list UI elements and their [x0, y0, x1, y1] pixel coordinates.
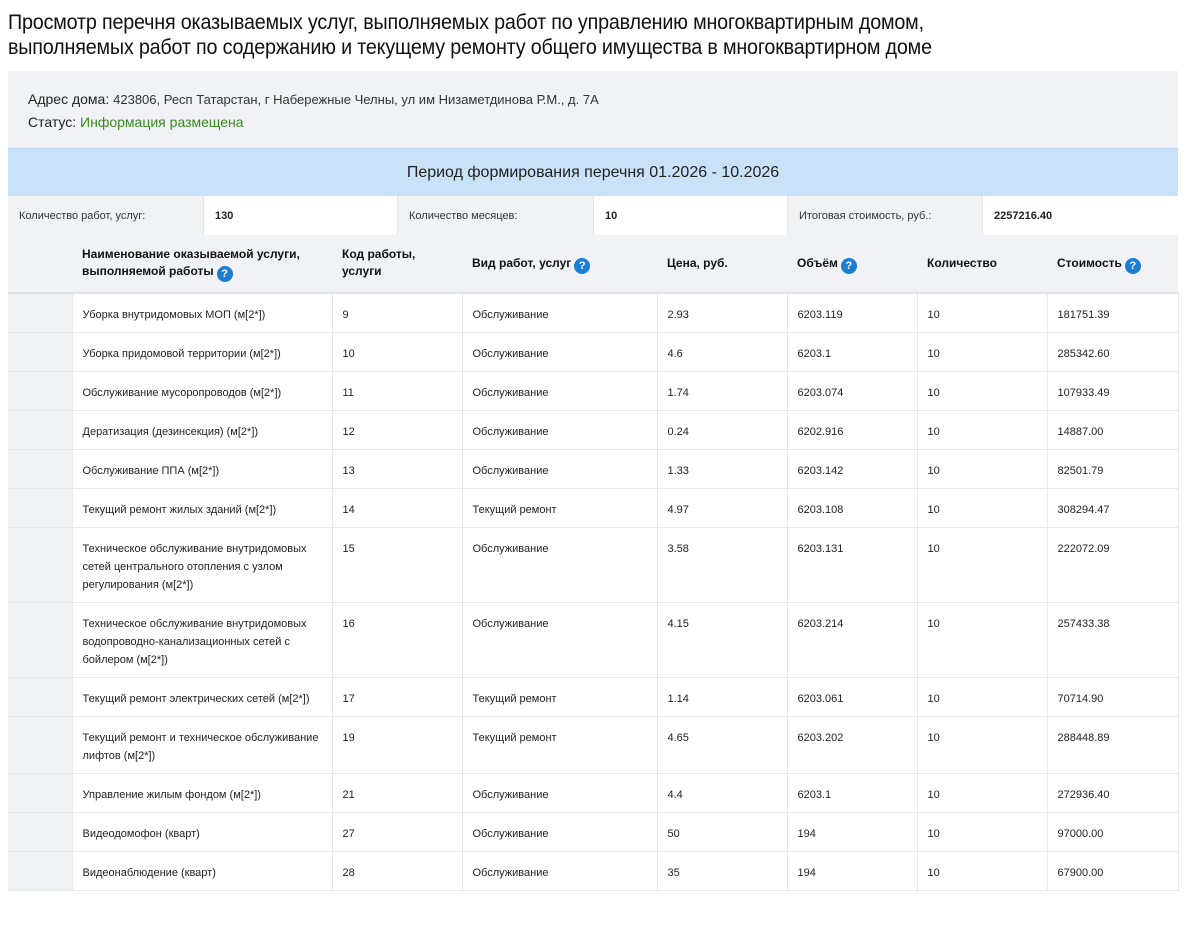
cell-cost: 272936.40: [1047, 774, 1178, 813]
cell-code: 28: [332, 852, 462, 891]
cell-cost: 308294.47: [1047, 489, 1178, 528]
cell-code: 10: [332, 333, 462, 372]
cell-price: 4.65: [657, 717, 787, 774]
cell-cost: 222072.09: [1047, 528, 1178, 603]
cell-code: 21: [332, 774, 462, 813]
cell-price: 4.15: [657, 603, 787, 678]
cell-price: 1.33: [657, 450, 787, 489]
header-code: Код работы, услуги: [332, 235, 462, 293]
row-gutter: [8, 293, 72, 333]
cell-name: Дератизация (дезинсекция) (м[2*]): [72, 411, 332, 450]
cell-code: 13: [332, 450, 462, 489]
cell-cost: 285342.60: [1047, 333, 1178, 372]
header-gutter: [8, 235, 72, 293]
cell-code: 16: [332, 603, 462, 678]
cell-type: Текущий ремонт: [462, 489, 657, 528]
cell-quantity: 10: [917, 852, 1047, 891]
help-icon[interactable]: ?: [217, 266, 233, 282]
table-header-row: [8, 235, 1178, 293]
cell-code: 14: [332, 489, 462, 528]
cell-type: Обслуживание: [462, 293, 657, 333]
summary-bar: [8, 196, 1178, 235]
cell-volume: 6203.1: [787, 774, 917, 813]
cell-type: Обслуживание: [462, 450, 657, 489]
cell-name: Техническое обслуживание внутридомовых водопроводно-канализационных сетей с бойлером (м[2*]): [72, 603, 332, 678]
cell-price: 4.4: [657, 774, 787, 813]
row-gutter: [8, 678, 72, 717]
row-gutter: [8, 450, 72, 489]
cell-code: 11: [332, 372, 462, 411]
row-gutter: [8, 489, 72, 528]
row-gutter: [8, 852, 72, 891]
header-volume-label: Объём: [797, 256, 838, 270]
header-cost-label: Стоимость: [1057, 256, 1122, 270]
page-title-line-2: выполняемых работ по содержанию и текущему ремонту общего имущества в многоквартирном доме: [8, 36, 932, 59]
cell-volume: 6203.214: [787, 603, 917, 678]
cell-code: 12: [332, 411, 462, 450]
cell-quantity: 10: [917, 450, 1047, 489]
cell-quantity: 10: [917, 372, 1047, 411]
cell-code: 19: [332, 717, 462, 774]
cell-type: Обслуживание: [462, 411, 657, 450]
total-cost-value: 2257216.40: [983, 196, 1178, 235]
cell-volume: 6203.1: [787, 333, 917, 372]
row-gutter: [8, 528, 72, 603]
cell-code: 15: [332, 528, 462, 603]
works-count-value: 130: [204, 196, 398, 235]
status-row: [28, 114, 244, 130]
header-price: Цена, руб.: [657, 235, 787, 293]
cell-price: 1.74: [657, 372, 787, 411]
header-type-label: Вид работ, услуг: [472, 256, 572, 270]
cell-price: 35: [657, 852, 787, 891]
table-row: [8, 678, 1178, 717]
cell-price: 3.58: [657, 528, 787, 603]
table-row: [8, 372, 1178, 411]
cell-volume: 6203.202: [787, 717, 917, 774]
cell-name: Текущий ремонт жилых зданий (м[2*]): [72, 489, 332, 528]
table-row: [8, 528, 1178, 603]
cell-cost: 67900.00: [1047, 852, 1178, 891]
address-value: 423806, Респ Татарстан, г Набережные Челны, ул им Низаметдинова Р.М., д. 7А: [113, 92, 599, 107]
cell-name: Техническое обслуживание внутридомовых сетей центрального отопления с узлом регулирования (м[2*]): [72, 528, 332, 603]
cell-quantity: 10: [917, 678, 1047, 717]
row-gutter: [8, 372, 72, 411]
cell-name: Видеонаблюдение (кварт): [72, 852, 332, 891]
cell-volume: 6202.916: [787, 411, 917, 450]
cell-cost: 97000.00: [1047, 813, 1178, 852]
cell-type: Обслуживание: [462, 852, 657, 891]
table-row: [8, 813, 1178, 852]
cell-quantity: 10: [917, 489, 1047, 528]
table-row: [8, 333, 1178, 372]
cell-price: 50: [657, 813, 787, 852]
works-table: [8, 235, 1179, 891]
cell-quantity: 10: [917, 333, 1047, 372]
table-row: [8, 293, 1178, 333]
cell-name: Управление жилым фондом (м[2*]): [72, 774, 332, 813]
cell-volume: 6203.131: [787, 528, 917, 603]
row-gutter: [8, 813, 72, 852]
period-header: Период формирования перечня 01.2026 - 10.2026: [8, 148, 1178, 196]
cell-price: 1.14: [657, 678, 787, 717]
months-value: 10: [594, 196, 788, 235]
cell-type: Обслуживание: [462, 774, 657, 813]
status-label: Статус:: [28, 114, 77, 130]
status-value: Информация размещена: [80, 114, 244, 130]
cell-quantity: 10: [917, 411, 1047, 450]
row-gutter: [8, 333, 72, 372]
cell-quantity: 10: [917, 603, 1047, 678]
cell-code: 9: [332, 293, 462, 333]
cell-cost: 181751.39: [1047, 293, 1178, 333]
header-cost: [1047, 235, 1178, 293]
cell-volume: 6203.061: [787, 678, 917, 717]
table-row: [8, 852, 1178, 891]
cell-volume: 194: [787, 852, 917, 891]
address-label: Адрес дома:: [28, 91, 110, 107]
help-icon[interactable]: ?: [841, 258, 857, 274]
cell-type: Обслуживание: [462, 813, 657, 852]
row-gutter: [8, 603, 72, 678]
cell-name: Видеодомофон (кварт): [72, 813, 332, 852]
header-type: [462, 235, 657, 293]
works-count-label: Количество работ, услуг:: [8, 196, 204, 235]
table-row: [8, 603, 1178, 678]
cell-cost: 82501.79: [1047, 450, 1178, 489]
cell-code: 27: [332, 813, 462, 852]
header-name-label: Наименование оказываемой услуги, выполняемой работы: [82, 247, 300, 278]
cell-price: 2.93: [657, 293, 787, 333]
row-gutter: [8, 411, 72, 450]
header-quantity: Количество: [917, 235, 1047, 293]
help-icon[interactable]: ?: [574, 258, 590, 274]
row-gutter: [8, 774, 72, 813]
table-row: [8, 717, 1178, 774]
months-label: Количество месяцев:: [398, 196, 594, 235]
cell-price: 4.6: [657, 333, 787, 372]
address-row: [28, 91, 599, 107]
cell-type: Обслуживание: [462, 333, 657, 372]
cell-name: Уборка внутридомовых МОП (м[2*]): [72, 293, 332, 333]
cell-name: Уборка придомовой территории (м[2*]): [72, 333, 332, 372]
cell-volume: 6203.074: [787, 372, 917, 411]
cell-code: 17: [332, 678, 462, 717]
cell-cost: 14887.00: [1047, 411, 1178, 450]
cell-volume: 6203.108: [787, 489, 917, 528]
cell-cost: 70714.90: [1047, 678, 1178, 717]
cell-name: Обслуживание ППА (м[2*]): [72, 450, 332, 489]
cell-quantity: 10: [917, 293, 1047, 333]
cell-name: Обслуживание мусоропроводов (м[2*]): [72, 372, 332, 411]
cell-type: Обслуживание: [462, 372, 657, 411]
table-row: [8, 450, 1178, 489]
cell-quantity: 10: [917, 813, 1047, 852]
page-title-line-1: Просмотр перечня оказываемых услуг, выполняемых работ по управлению многоквартирным домом,: [8, 11, 924, 34]
cell-type: Обслуживание: [462, 603, 657, 678]
cell-volume: 6203.142: [787, 450, 917, 489]
cell-cost: 257433.38: [1047, 603, 1178, 678]
cell-price: 0.24: [657, 411, 787, 450]
cell-quantity: 10: [917, 774, 1047, 813]
page-title: [8, 10, 1108, 60]
cell-name: Текущий ремонт электрических сетей (м[2*]): [72, 678, 332, 717]
cell-quantity: 10: [917, 528, 1047, 603]
total-cost-label: Итоговая стоимость, руб.:: [788, 196, 983, 235]
cell-volume: 6203.119: [787, 293, 917, 333]
cell-type: Обслуживание: [462, 528, 657, 603]
cell-volume: 194: [787, 813, 917, 852]
help-icon[interactable]: ?: [1125, 258, 1141, 274]
header-name: [72, 235, 332, 293]
table-row: [8, 774, 1178, 813]
cell-name: Текущий ремонт и техническое обслуживание лифтов (м[2*]): [72, 717, 332, 774]
cell-type: Текущий ремонт: [462, 717, 657, 774]
header-volume: [787, 235, 917, 293]
table-body: [8, 293, 1178, 891]
cell-price: 4.97: [657, 489, 787, 528]
table-row: [8, 411, 1178, 450]
cell-type: Текущий ремонт: [462, 678, 657, 717]
house-info-panel: [8, 71, 1178, 148]
table-row: [8, 489, 1178, 528]
cell-cost: 288448.89: [1047, 717, 1178, 774]
cell-quantity: 10: [917, 717, 1047, 774]
row-gutter: [8, 717, 72, 774]
cell-cost: 107933.49: [1047, 372, 1178, 411]
